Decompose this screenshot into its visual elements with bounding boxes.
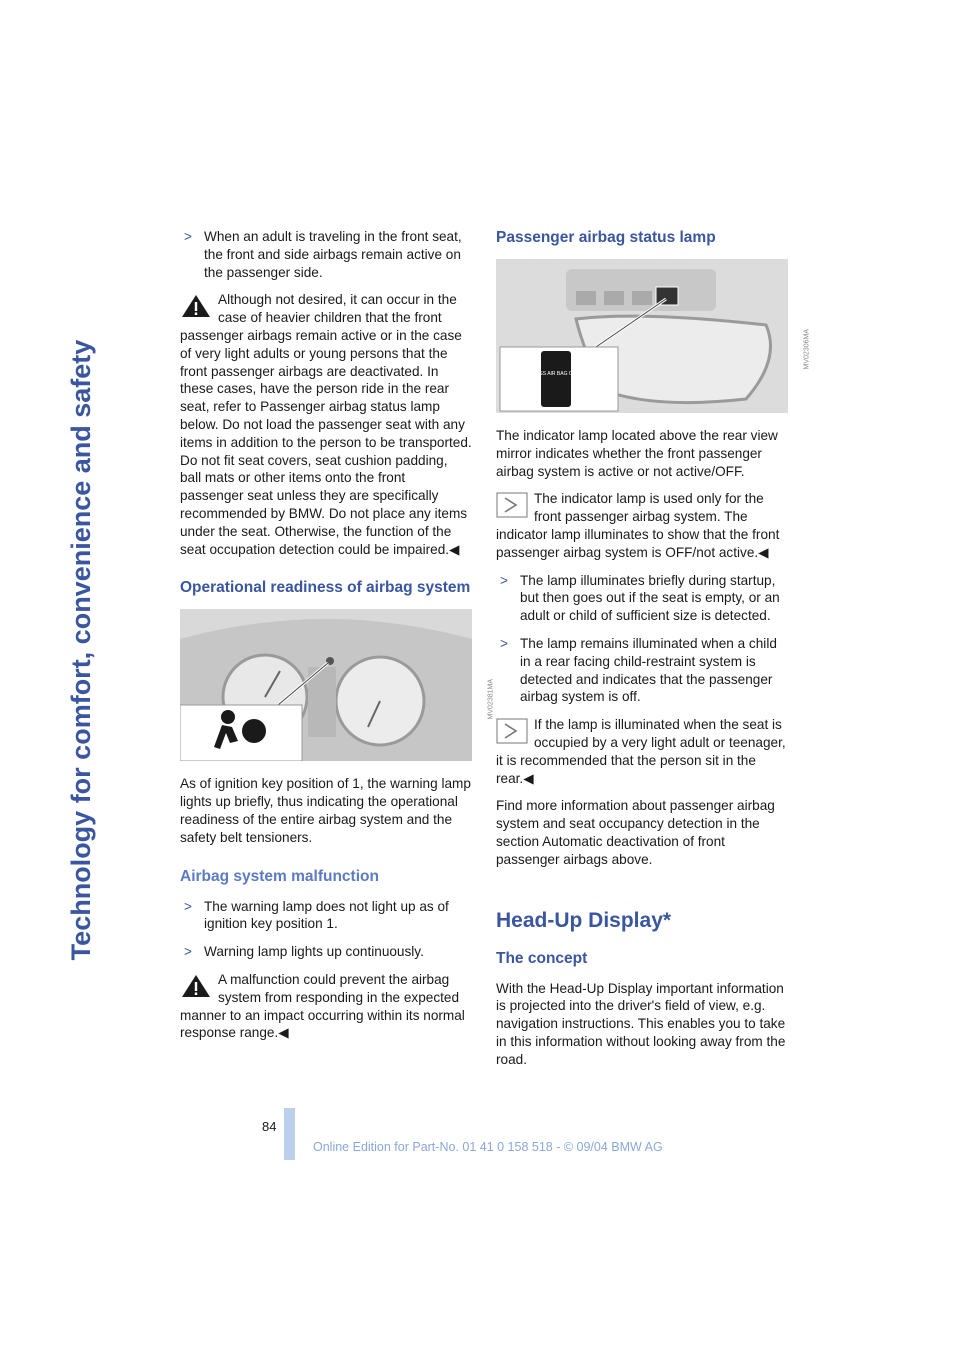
list-item <box>180 898 472 934</box>
bullet-mark: > <box>500 635 508 651</box>
bullet-text: When an adult is traveling in the front seat, the front and side airbags remain active on the passenger side. <box>204 229 462 280</box>
pass-airbag-off-label: PASS AIR BAG OFF <box>533 371 579 377</box>
list-item <box>496 635 788 706</box>
warning-text: A malfunction could prevent the airbag system from responding in the expected manner to an impact occurring within its normal response range.◀ <box>180 971 465 1041</box>
side-section-title: Technology for comfort, convenience and safety <box>66 339 96 961</box>
paragraph-concept: With the Head-Up Display important information is projected into the driver's field of view, e.g. navigation instructions. This enables you to take in this information without looking away from the road. <box>496 980 786 1067</box>
warning-triangle-icon <box>180 973 212 999</box>
info-note <box>496 490 788 561</box>
note-arrow-icon <box>496 492 528 518</box>
heading-passenger-airbag-status-lamp: Passenger airbag status lamp <box>496 229 716 246</box>
warning-note <box>180 291 472 558</box>
bullet-mark: > <box>184 944 192 960</box>
note-arrow-icon <box>496 718 528 744</box>
bullet-text: The lamp illuminates briefly during startup, but then goes out if the seat is empty, or an adult or child of sufficient size is detected. <box>520 572 780 624</box>
heading-head-up-display: Head-Up Display* <box>496 908 672 932</box>
figure-code: MV02306MA <box>803 329 810 370</box>
note-text: The indicator lamp is used only for the front passenger airbag system. The indicator lamp illuminates to show that the front passenger airbag system is OFF/not active.◀ <box>496 491 780 560</box>
paragraph-ignition: As of ignition key position of 1, the warning lamp lights up briefly, thus indicating the operational readiness of the entire airbag system and the safety belt tensioners. <box>180 776 471 845</box>
right-column <box>496 228 810 1079</box>
warning-note <box>180 971 472 1042</box>
heading-the-concept: The concept <box>496 949 588 967</box>
overhead-console-figure <box>496 259 810 413</box>
instrument-cluster-image <box>180 609 472 761</box>
left-column <box>180 228 494 1052</box>
figure-code: MV02381MA <box>487 679 494 720</box>
bullet-mark: > <box>184 898 192 914</box>
paragraph-indicator-lamp: The indicator lamp located above the rear view mirror indicates whether the front passenger airbag system is active or not active/OFF. <box>496 428 778 479</box>
note-text: If the lamp is illuminated when the seat is occupied by a very light adult or teenager, it is recommended that the person sit in the rear.◀ <box>496 717 786 786</box>
info-note <box>496 716 788 787</box>
bullet-mark: > <box>184 229 192 244</box>
footer-text: Online Edition for Part-No. 01 41 0 158 518 - © 09/04 BMW AG <box>313 1140 663 1154</box>
warning-text: Although not desired, it can occur in the case of heavier children that the front passenger airbags remain active or in the case of very light adults or young persons that the front passenger airbags are deactivated. In these cases, have the person ride in the rear seat, refer to Passenger airbag status lamp below. Do not load the passenger seat with any items in addition to the person to be transported. Do not fit seat covers, seat cushion padding, ball mats or other items onto the front passenger seat unless they are specifically recommended by BMW. Do not place any items under the seat. Otherwise, the function of the seat occupation detection could be impaired.◀ <box>180 292 472 557</box>
warning-triangle-icon <box>180 293 212 319</box>
bullet-mark: > <box>500 572 508 588</box>
bullet-text: Warning lamp lights up continuously. <box>204 944 424 960</box>
rear-view-mirror-image <box>496 259 788 413</box>
footer-bar <box>284 1108 295 1160</box>
heading-operational-readiness: Operational readiness of airbag system <box>180 579 471 597</box>
list-item <box>180 943 472 961</box>
page-number: 84 <box>262 1119 277 1134</box>
bullet-text: The warning lamp does not light up as of ignition key position 1. <box>204 898 449 932</box>
bullet-text: The lamp remains illuminated when a child in a rear facing child-restraint system is detected and indicates that the passenger airbag system is off. <box>520 635 777 705</box>
list-item <box>180 228 472 281</box>
list-item <box>496 572 788 625</box>
heading-airbag-malfunction: Airbag system malfunction <box>180 867 379 885</box>
dashboard-figure <box>180 609 494 761</box>
paragraph-more-info: Find more information about passenger airbag system and seat occupancy detection in the section Automatic deactivation of front passenger airbags above. <box>496 798 775 867</box>
